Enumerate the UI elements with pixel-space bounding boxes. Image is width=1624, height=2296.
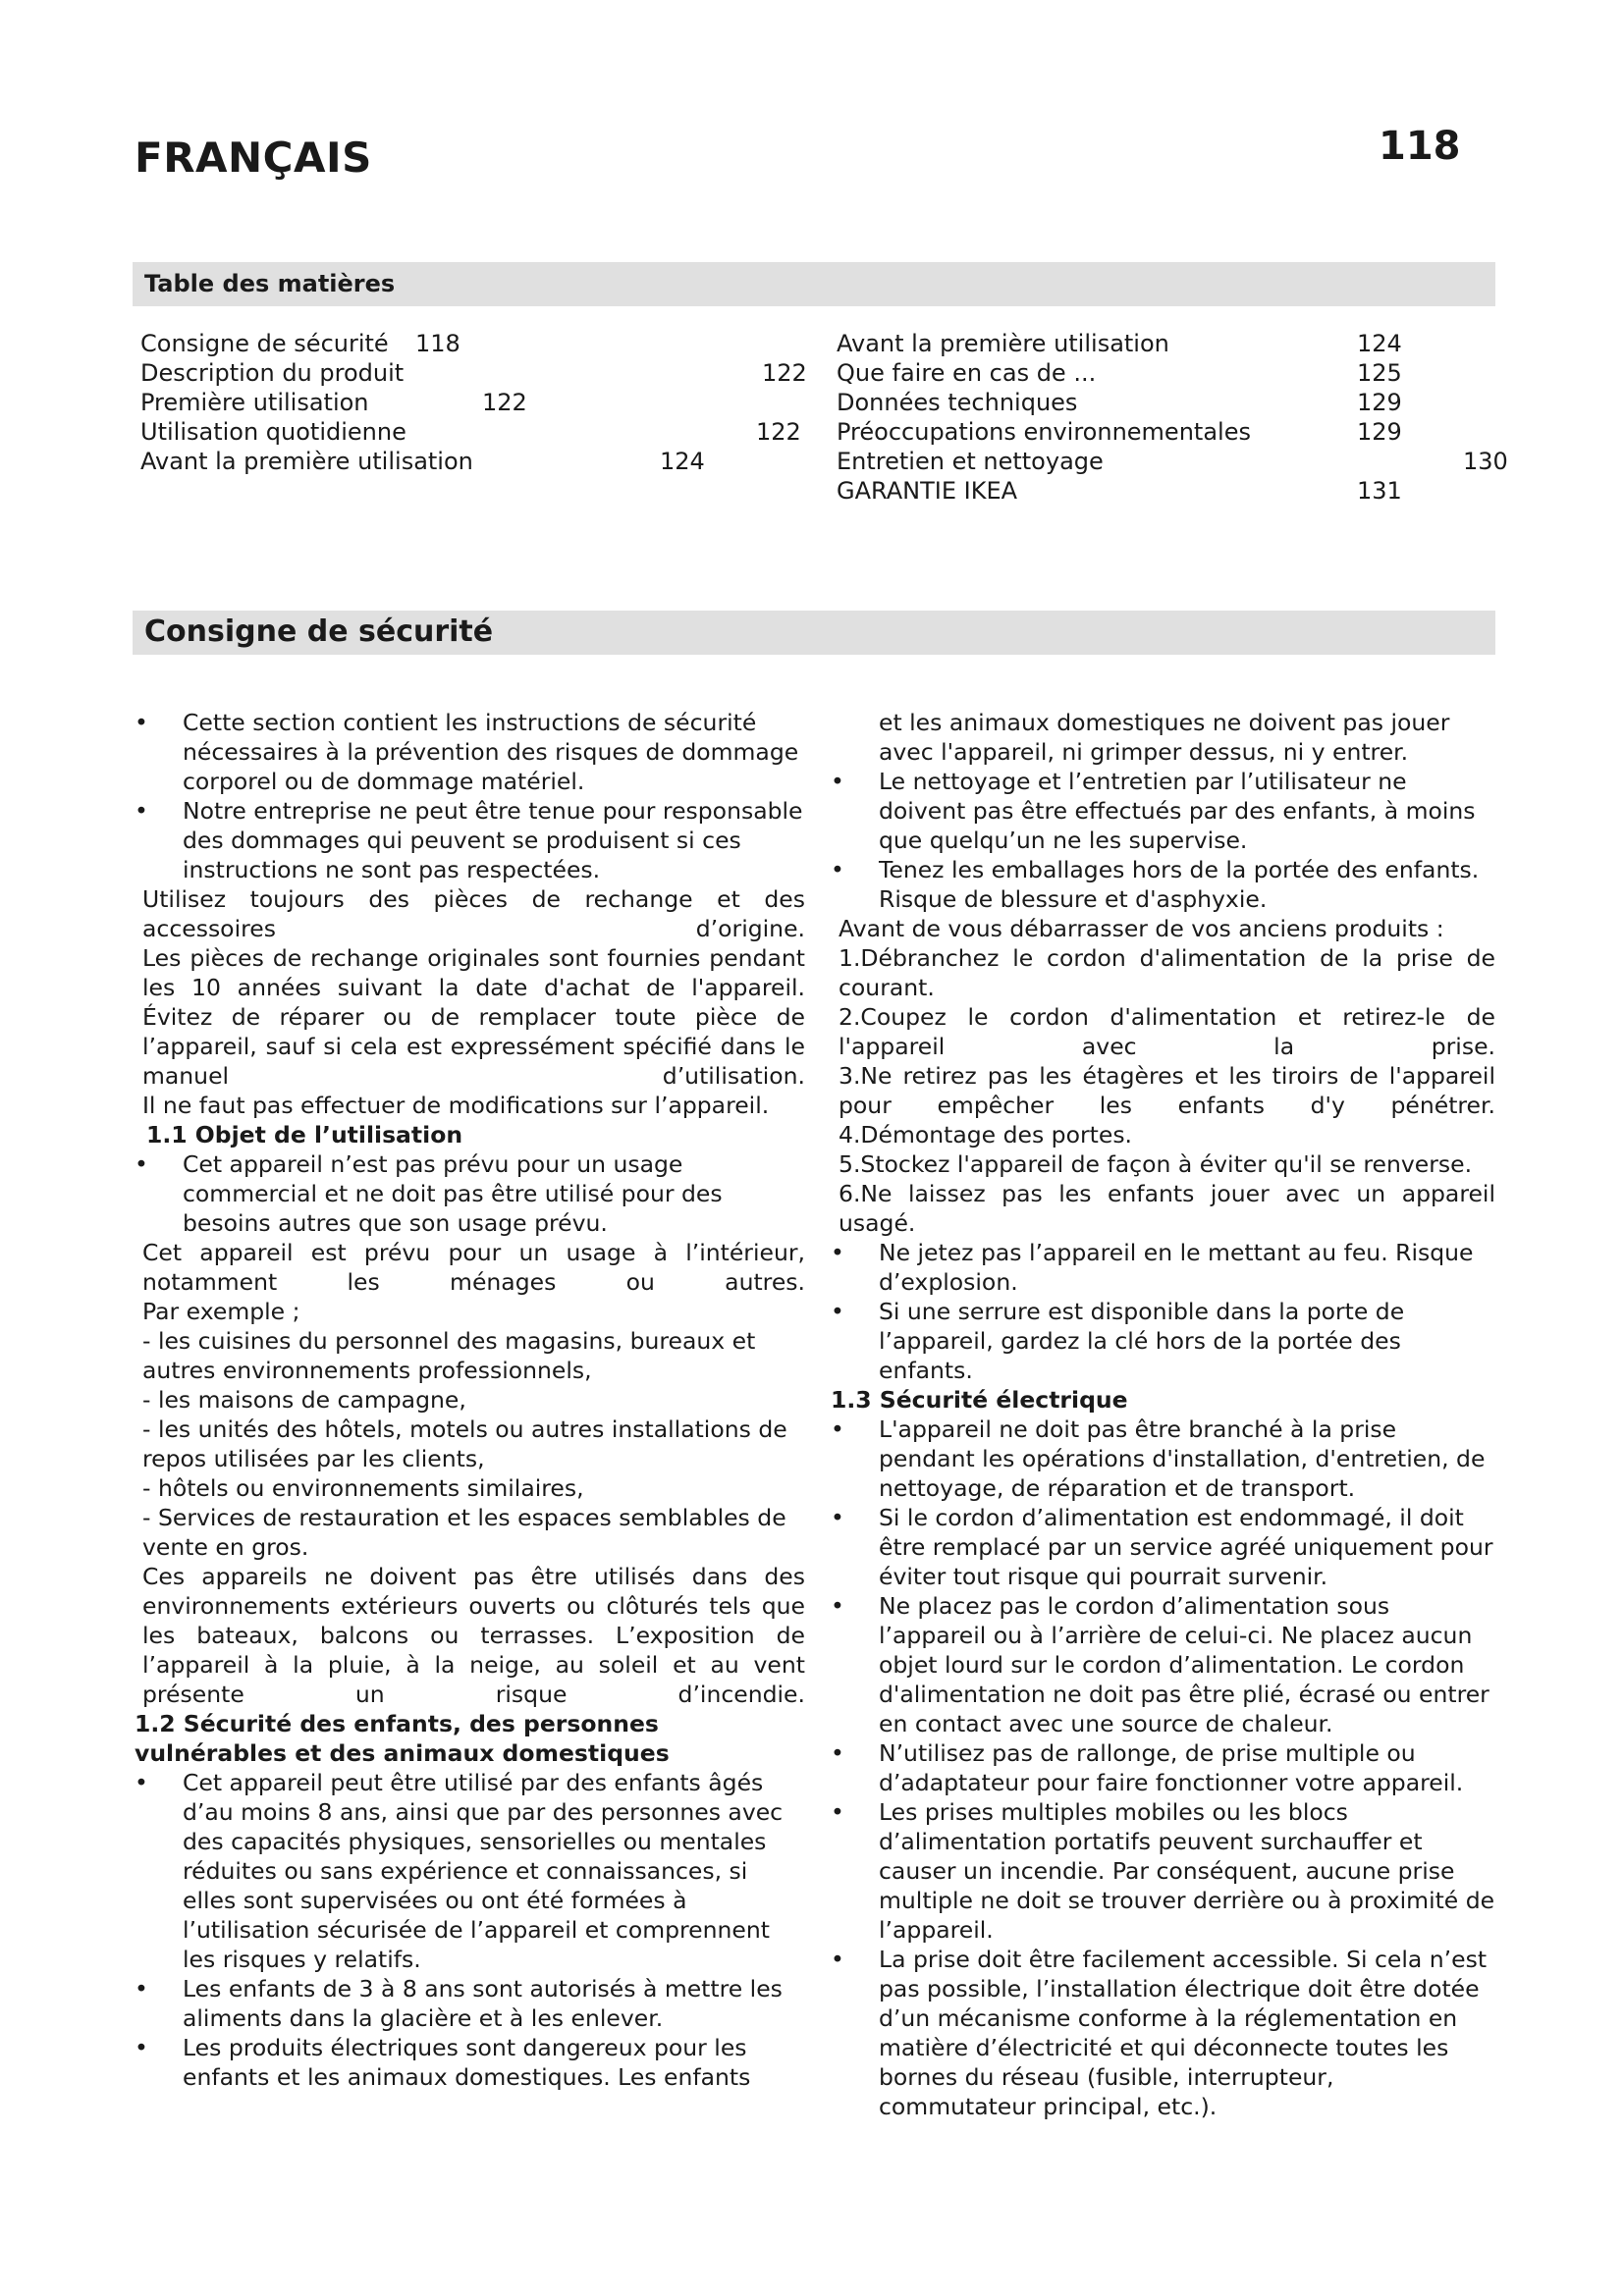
numbered-step: 4.Démontage des portes. xyxy=(839,1121,1133,1148)
toc-entry[interactable]: GARANTIE IKEA xyxy=(837,477,1018,505)
bullet-item: • Les enfants de 3 à 8 ans sont autorisés à mettre les aliments dans la glacière et à les enlever. xyxy=(135,1974,805,2033)
paragraph: Par exemple ; xyxy=(142,1298,300,1325)
bullet-item: • Si une serrure est disponible dans la porte de l’appareil, gardez la clé hors de la portée des enfants. xyxy=(831,1297,1495,1385)
toc-entry-page: 125 xyxy=(1357,359,1402,387)
bullet-item: • Cet appareil peut être utilisé par des enfants âgés d’au moins 8 ans, ainsi que par des personnes avec des capacités physiques, sensorielles ou mentales réduites ou sans expérience et connaissances, si elles sont supervisées ou ont été formées à l’utilisation sécurisée de l’appareil et comprennent les risques y relatifs. xyxy=(135,1768,805,1974)
toc-entry[interactable]: Données techniques xyxy=(837,389,1078,416)
dash-item: - les unités des hôtels, motels ou autres installations de repos utilisées par les clients, xyxy=(142,1415,787,1472)
numbered-step: 5.Stockez l'appareil de façon à éviter qu'il se renverse. xyxy=(839,1150,1473,1178)
numbered-step: 1.Débranchez le cordon d'alimentation de la prise de courant. xyxy=(839,944,1495,1001)
bullet-item: • Ne jetez pas l’appareil en le mettant au feu. Risque d’explosion. xyxy=(831,1238,1495,1297)
bullet-item: • Cet appareil n’est pas prévu pour un usage commercial et ne doit pas être utilisé pour des besoins autres que son usage prévu. xyxy=(135,1149,805,1238)
bullet-item: • Tenez les emballages hors de la portée des enfants. Risque de blessure et d'asphyxie. xyxy=(831,855,1495,914)
bullet-item: • Les prises multiples mobiles ou les blocs d’alimentation portatifs peuvent surchauffer et causer un incendie. Par conséquent, aucune prise multiple ne doit se trouver derrière ou à proximité de l’appareil. xyxy=(831,1797,1495,1945)
paragraph: Évitez de réparer ou de remplacer toute pièce de l’appareil, sauf si cela est expressément spécifié dans le manuel d’utilisation. xyxy=(142,1003,805,1090)
toc-entry-page: 122 xyxy=(482,389,527,416)
bullet-item: • Les produits électriques sont dangereux pour les enfants et les animaux domestiques. Les enfants xyxy=(135,2033,805,2092)
toc-entry[interactable]: Avant la première utilisation xyxy=(140,448,473,475)
toc-entry[interactable]: Préoccupations environnementales xyxy=(837,418,1251,446)
dash-item: - hôtels ou environnements similaires, xyxy=(142,1474,584,1502)
language-heading: FRANÇAIS xyxy=(135,133,372,182)
toc-entry[interactable]: Première utilisation xyxy=(140,389,369,416)
toc-entry[interactable]: Avant la première utilisation xyxy=(837,330,1169,357)
toc-entry[interactable]: Entretien et nettoyage xyxy=(837,448,1104,475)
toc-entry-page: 124 xyxy=(660,448,705,475)
numbered-step: 2.Coupez le cordon d'alimentation et retirez-le de l'appareil avec la prise. xyxy=(839,1003,1495,1060)
numbered-step: 3.Ne retirez pas les étagères et les tiroirs de l'appareil pour empêcher les enfants d'y pénétrer. xyxy=(839,1062,1495,1119)
bullet-continuation: et les animaux domestiques ne doivent pas jouer avec l'appareil, ni grimper dessus, ni y entrer. xyxy=(879,709,1450,766)
toc-entry-page: 129 xyxy=(1357,418,1402,446)
toc-entry[interactable]: Que faire en cas de ... xyxy=(837,359,1097,387)
bullet-item: • Ne placez pas le cordon d’alimentation sous l’appareil ou à l’arrière de celui-ci. Ne placez aucun objet lourd sur le cordon d’alimentation. Le cordon d'alimentation ne doit pas être plié, écrasé ou entrer en contact avec une source de chaleur. xyxy=(831,1591,1495,1738)
paragraph: Les pièces de rechange originales sont fournies pendant les 10 années suivant la date d'achat de l'appareil. xyxy=(142,944,805,1001)
subsection-heading: 1.2 Sécurité des enfants, des personnes vulnérables et des animaux domestiques xyxy=(135,1710,670,1767)
toc-header-bar xyxy=(133,262,1495,306)
subsection-heading: 1.3 Sécurité électrique xyxy=(831,1386,1128,1414)
body-column-right xyxy=(831,708,1495,2121)
page-number: 118 xyxy=(1379,124,1461,169)
toc-entry-page: 130 xyxy=(1463,448,1508,475)
dash-item: - les maisons de campagne, xyxy=(142,1386,466,1414)
paragraph: Ces appareils ne doivent pas être utilisés dans des environnements extérieurs ouverts ou clôturés tels que les bateaux, balcons ou terrasses. L’exposition de l’appareil à la pluie, à la neige, au soleil et au vent présente un risque d’incendie. xyxy=(142,1563,805,1708)
body-column-left xyxy=(135,708,805,2092)
bullet-item: • Si le cordon d’alimentation est endommagé, il doit être remplacé par un service agréé uniquement pour éviter tout risque qui pourrait survenir. xyxy=(831,1503,1495,1591)
toc-entry-page: 122 xyxy=(762,359,807,387)
bullet-item: • Notre entreprise ne peut être tenue pour responsable des dommages qui peuvent se produisent si ces instructions ne sont pas respectées. xyxy=(135,796,805,884)
toc-entry-page: 124 xyxy=(1357,330,1402,357)
bullet-item: • N’utilisez pas de rallonge, de prise multiple ou d’adaptateur pour faire fonctionner votre appareil. xyxy=(831,1738,1495,1797)
bullet-item: • La prise doit être facilement accessible. Si cela n’est pas possible, l’installation électrique doit être dotée d’un mécanisme conforme à la réglementation en matière d’électricité et qui déconnecte toutes les bornes du réseau (fusible, interrupteur, commutateur principal, etc.). xyxy=(831,1945,1495,2121)
paragraph: Cet appareil est prévu pour un usage à l’intérieur, notamment les ménages ou autres. xyxy=(142,1239,805,1296)
toc-entry[interactable]: Description du produit xyxy=(140,359,405,387)
dash-item: - les cuisines du personnel des magasins, bureaux et autres environnements professionnels, xyxy=(142,1327,756,1384)
bullet-item: • L'appareil ne doit pas être branché à la prise pendant les opérations d'installation, d'entretien, de nettoyage, de réparation et de transport. xyxy=(831,1415,1495,1503)
bullet-item: • Le nettoyage et l’entretien par l’utilisateur ne doivent pas être effectués par des enfants, à moins que quelqu’un ne les supervise. xyxy=(831,767,1495,855)
paragraph: Avant de vous débarrasser de vos anciens produits : xyxy=(839,915,1444,942)
toc-entry[interactable]: Utilisation quotidienne xyxy=(140,418,406,446)
paragraph: Utilisez toujours des pièces de rechange et des accessoires d’origine. xyxy=(142,885,805,942)
toc-entry[interactable]: Consigne de sécurité xyxy=(140,330,389,357)
toc-entry-page: 131 xyxy=(1357,477,1402,505)
toc-entry-page: 122 xyxy=(756,418,801,446)
toc-entry-page: 118 xyxy=(415,330,460,357)
section-header-bar xyxy=(133,611,1495,655)
bullet-item: • Cette section contient les instructions de sécurité nécessaires à la prévention des risques de dommage corporel ou de dommage matériel. xyxy=(135,708,805,796)
toc-entry-page: 129 xyxy=(1357,389,1402,416)
paragraph: Il ne faut pas effectuer de modifications sur l’appareil. xyxy=(142,1092,770,1119)
toc-title: Table des matières xyxy=(144,270,396,297)
subsection-heading: 1.1 Objet de l’utilisation xyxy=(146,1121,463,1148)
section-title: Consigne de sécurité xyxy=(144,614,494,649)
dash-item: - Services de restauration et les espaces semblables de vente en gros. xyxy=(142,1504,786,1561)
numbered-step: 6.Ne laissez pas les enfants jouer avec un appareil usagé. xyxy=(839,1180,1495,1237)
